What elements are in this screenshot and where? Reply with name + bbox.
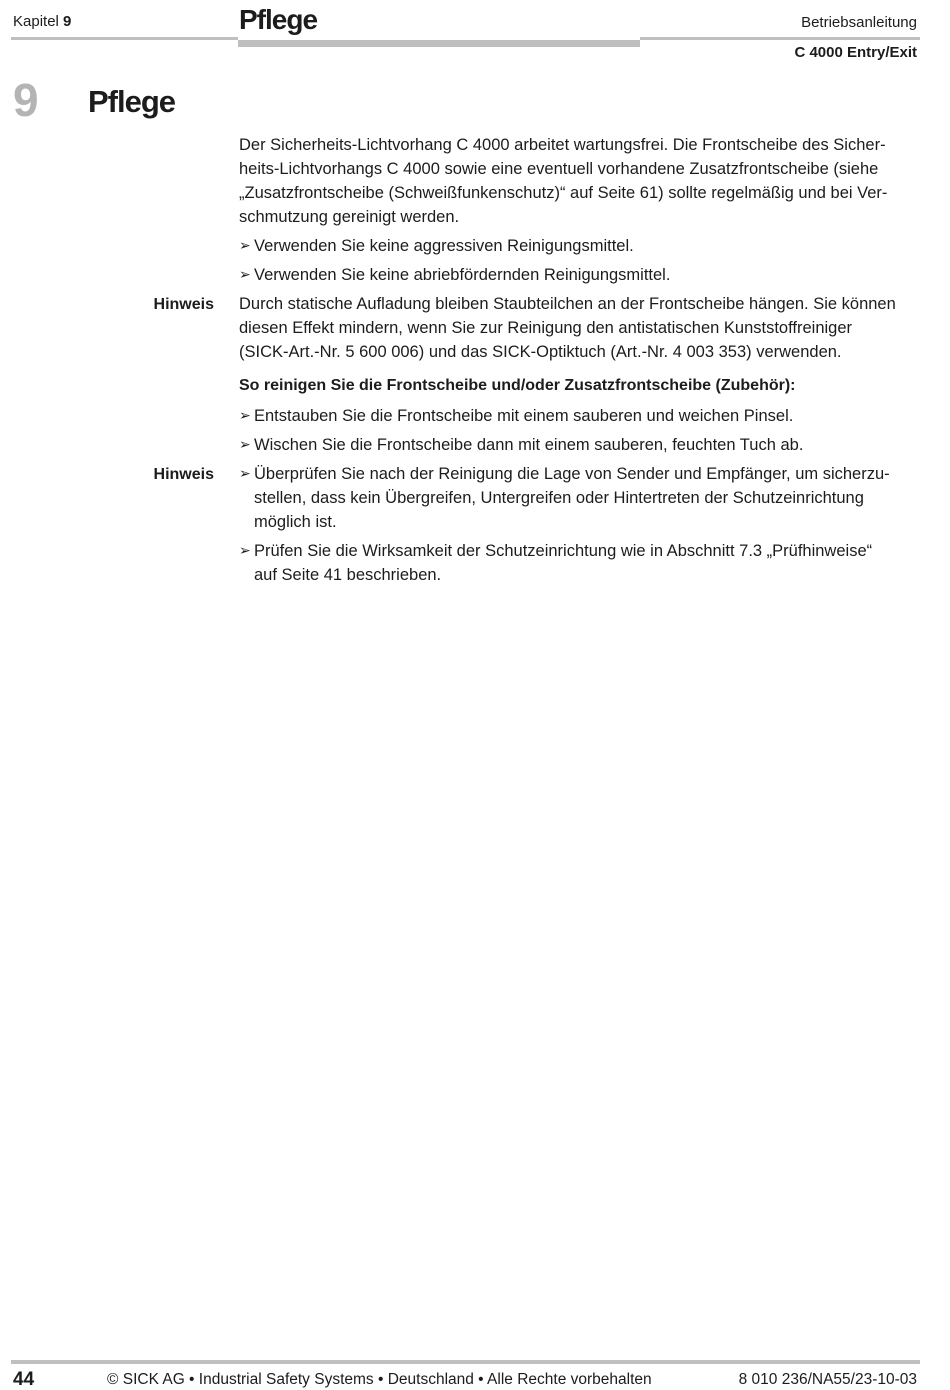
step-text: möglich ist.	[254, 513, 337, 531]
header-rule-left	[11, 37, 238, 40]
arrow-bullet-icon	[239, 263, 254, 287]
arrow-bullet-icon	[239, 404, 254, 428]
step-text: Entstauben Sie die Frontscheibe mit einem sauberen und weichen Pinsel.	[254, 407, 794, 425]
header-doc-type: Betriebsanleitung	[801, 14, 917, 31]
arrow-bullet-icon	[239, 234, 254, 258]
arrow-bullet-icon	[239, 462, 254, 486]
step-note-label: Hinweis	[153, 466, 214, 483]
chapter-number: 9	[13, 74, 39, 126]
header-rule-center	[238, 40, 640, 47]
chapter-number-text: 9	[63, 13, 72, 30]
arrow-bullet-icon	[239, 433, 254, 457]
note-label: Hinweis	[153, 296, 214, 313]
step-text: stellen, dass kein Übergreifen, Untergreifen oder Hintertreten der Schutzeinrichtung	[254, 489, 864, 507]
footer-doc-number: 8 010 236/NA55/23-10-03	[738, 1371, 917, 1388]
intro-paragraph	[239, 133, 887, 229]
header-section-title: Pflege	[239, 4, 318, 35]
header-rule-right	[640, 37, 920, 40]
arrow-bullet-icon	[239, 539, 254, 563]
warning-text: Verwenden Sie keine abriebfördernden Reinigungsmittel.	[254, 266, 671, 284]
chapter-title: Pflege	[88, 84, 176, 119]
step-item	[239, 462, 890, 534]
footer-page-number: 44	[13, 1369, 35, 1390]
chapter-label-text: Kapitel	[13, 13, 59, 30]
header-chapter-label	[13, 13, 71, 31]
intro-line: schmutzung gereinigt werden.	[239, 208, 460, 226]
intro-line: heits-Lichtvorhangs C 4000 sowie eine eventuell vorhandene Zusatzfrontscheibe (siehe	[239, 160, 879, 178]
note-line: (SICK-Art.-Nr. 5 600 006) und das SICK-Optiktuch (Art.-Nr. 4 003 353) verwenden.	[239, 343, 842, 361]
warning-item	[239, 263, 670, 287]
note-paragraph	[239, 292, 896, 364]
note-line: diesen Effekt mindern, wenn Sie zur Reinigung den antistatischen Kunststoffreiniger	[239, 319, 853, 337]
step-item	[239, 404, 793, 428]
step-text: auf Seite 41 beschrieben.	[254, 566, 442, 584]
step-text: Wischen Sie die Frontscheibe dann mit einem sauberen, feuchten Tuch ab.	[254, 436, 804, 454]
intro-line: Der Sicherheits-Lichtvorhang C 4000 arbeitet wartungsfrei. Die Frontscheibe des Sicher-	[239, 136, 886, 154]
header-product-name: C 4000 Entry/Exit	[794, 44, 917, 61]
step-text: Prüfen Sie die Wirksamkeit der Schutzeinrichtung wie in Abschnitt 7.3 „Prüfhinweise“	[254, 542, 873, 560]
footer-rule	[11, 1360, 920, 1364]
footer-copyright: © SICK AG • Industrial Safety Systems • Deutschland • Alle Rechte vorbehalten	[107, 1371, 652, 1388]
step-item	[239, 433, 803, 457]
step-item	[239, 539, 872, 587]
procedure-heading: So reinigen Sie die Frontscheibe und/oder Zusatzfrontscheibe (Zubehör):	[239, 377, 796, 394]
warning-item	[239, 234, 634, 258]
warning-text: Verwenden Sie keine aggressiven Reinigungsmittel.	[254, 237, 634, 255]
step-text: Überprüfen Sie nach der Reinigung die Lage von Sender und Empfänger, um sicherzu-	[254, 465, 890, 483]
intro-line: „Zusatzfrontscheibe (Schweißfunkenschutz)“ auf Seite 61) sollte regelmäßig und bei Ver-	[239, 184, 888, 202]
note-line: Durch statische Aufladung bleiben Staubteilchen an der Frontscheibe hängen. Sie können	[239, 295, 896, 313]
